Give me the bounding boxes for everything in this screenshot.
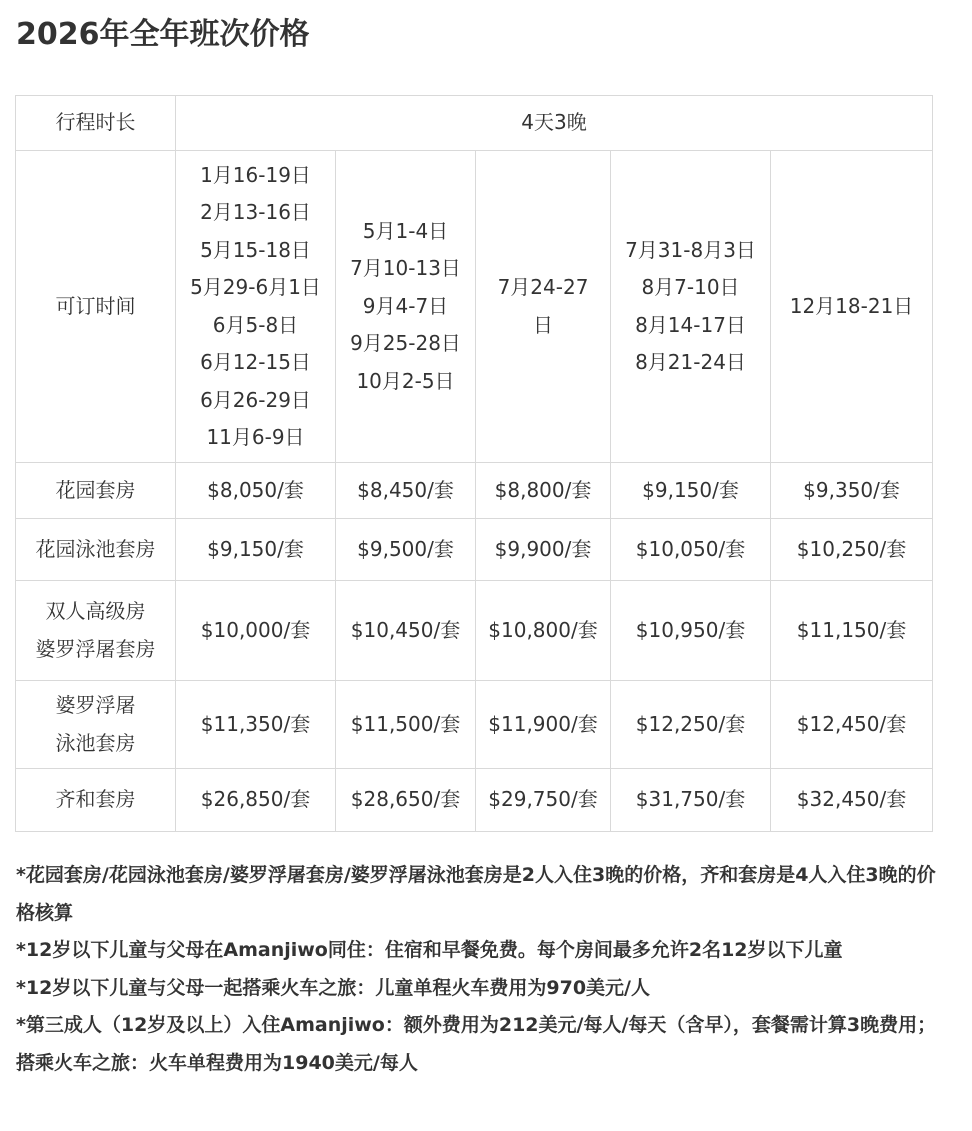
price-cell: $10,000/套 bbox=[176, 581, 336, 681]
dates-label-cell: 可订时间 bbox=[16, 151, 176, 463]
room-name-cell: 花园泳池套房 bbox=[16, 519, 176, 581]
price-cell: $8,450/套 bbox=[336, 463, 476, 519]
price-cell: $8,800/套 bbox=[476, 463, 611, 519]
table-row bbox=[16, 581, 933, 681]
price-cell: $31,750/套 bbox=[611, 769, 771, 832]
room-name-cell: 齐和套房 bbox=[16, 769, 176, 832]
date-cell: 7月24-27 日 bbox=[476, 151, 611, 463]
page-title: 2026年全年班次价格 bbox=[16, 17, 310, 52]
price-cell: $9,350/套 bbox=[771, 463, 933, 519]
price-cell: $32,450/套 bbox=[771, 769, 933, 832]
table-row bbox=[16, 96, 933, 151]
price-cell: $9,150/套 bbox=[611, 463, 771, 519]
price-cell: $9,150/套 bbox=[176, 519, 336, 581]
price-cell: $8,050/套 bbox=[176, 463, 336, 519]
notes-section bbox=[16, 857, 946, 1082]
price-cell: $26,850/套 bbox=[176, 769, 336, 832]
price-cell: $11,500/套 bbox=[336, 681, 476, 769]
note-paragraph: *12岁以下儿童与父母在Amanjiwo同住：住宿和早餐免费。每个房间最多允许2名12岁以下儿童 bbox=[16, 939, 843, 961]
price-cell: $10,950/套 bbox=[611, 581, 771, 681]
room-name-cell: 婆罗浮屠 泳池套房 bbox=[16, 681, 176, 769]
room-name-cell: 双人高级房 婆罗浮屠套房 bbox=[16, 581, 176, 681]
price-table bbox=[15, 95, 933, 832]
price-cell: $28,650/套 bbox=[336, 769, 476, 832]
price-cell: $12,450/套 bbox=[771, 681, 933, 769]
price-cell: $10,050/套 bbox=[611, 519, 771, 581]
price-cell: $12,250/套 bbox=[611, 681, 771, 769]
table-row bbox=[16, 151, 933, 463]
price-cell: $9,500/套 bbox=[336, 519, 476, 581]
table-row bbox=[16, 681, 933, 769]
note-paragraph: *花园套房/花园泳池套房/婆罗浮屠套房/婆罗浮屠泳池套房是2人入住3晚的价格，齐和套房是4人入住3晚的价格核算 bbox=[16, 864, 936, 924]
price-cell: $10,250/套 bbox=[771, 519, 933, 581]
date-cell: 1月16-19日 2月13-16日 5月15-18日 5月29-6月1日 6月5-8日 6月12-15日 6月26-29日 11月6-9日 bbox=[176, 151, 336, 463]
duration-label-cell: 行程时长 bbox=[16, 96, 176, 151]
note-paragraph: *12岁以下儿童与父母一起搭乘火车之旅：儿童单程火车费用为970美元/人 bbox=[16, 976, 650, 999]
price-cell: $11,150/套 bbox=[771, 581, 933, 681]
date-cell: 5月1-4日 7月10-13日 9月4-7日 9月25-28日 10月2-5日 bbox=[336, 151, 476, 463]
duration-value-cell: 4天3晚 bbox=[176, 96, 933, 151]
price-cell: $29,750/套 bbox=[476, 769, 611, 832]
date-cell: 7月31-8月3日 8月7-10日 8月14-17日 8月21-24日 bbox=[611, 151, 771, 463]
price-cell: $11,900/套 bbox=[476, 681, 611, 769]
table-row bbox=[16, 769, 933, 832]
price-cell: $10,450/套 bbox=[336, 581, 476, 681]
price-cell: $9,900/套 bbox=[476, 519, 611, 581]
table-row bbox=[16, 463, 933, 519]
price-cell: $11,350/套 bbox=[176, 681, 336, 769]
price-cell: $10,800/套 bbox=[476, 581, 611, 681]
note-paragraph: *第三成人（12岁及以上）入住Amanjiwo：额外费用为212美元/每人/每天（含早），套餐需计算3晚费用；搭乘火车之旅：火车单程费用为1940美元/每人 bbox=[16, 1014, 937, 1074]
date-cell: 12月18-21日 bbox=[771, 151, 933, 463]
table-row bbox=[16, 519, 933, 581]
room-name-cell: 花园套房 bbox=[16, 463, 176, 519]
